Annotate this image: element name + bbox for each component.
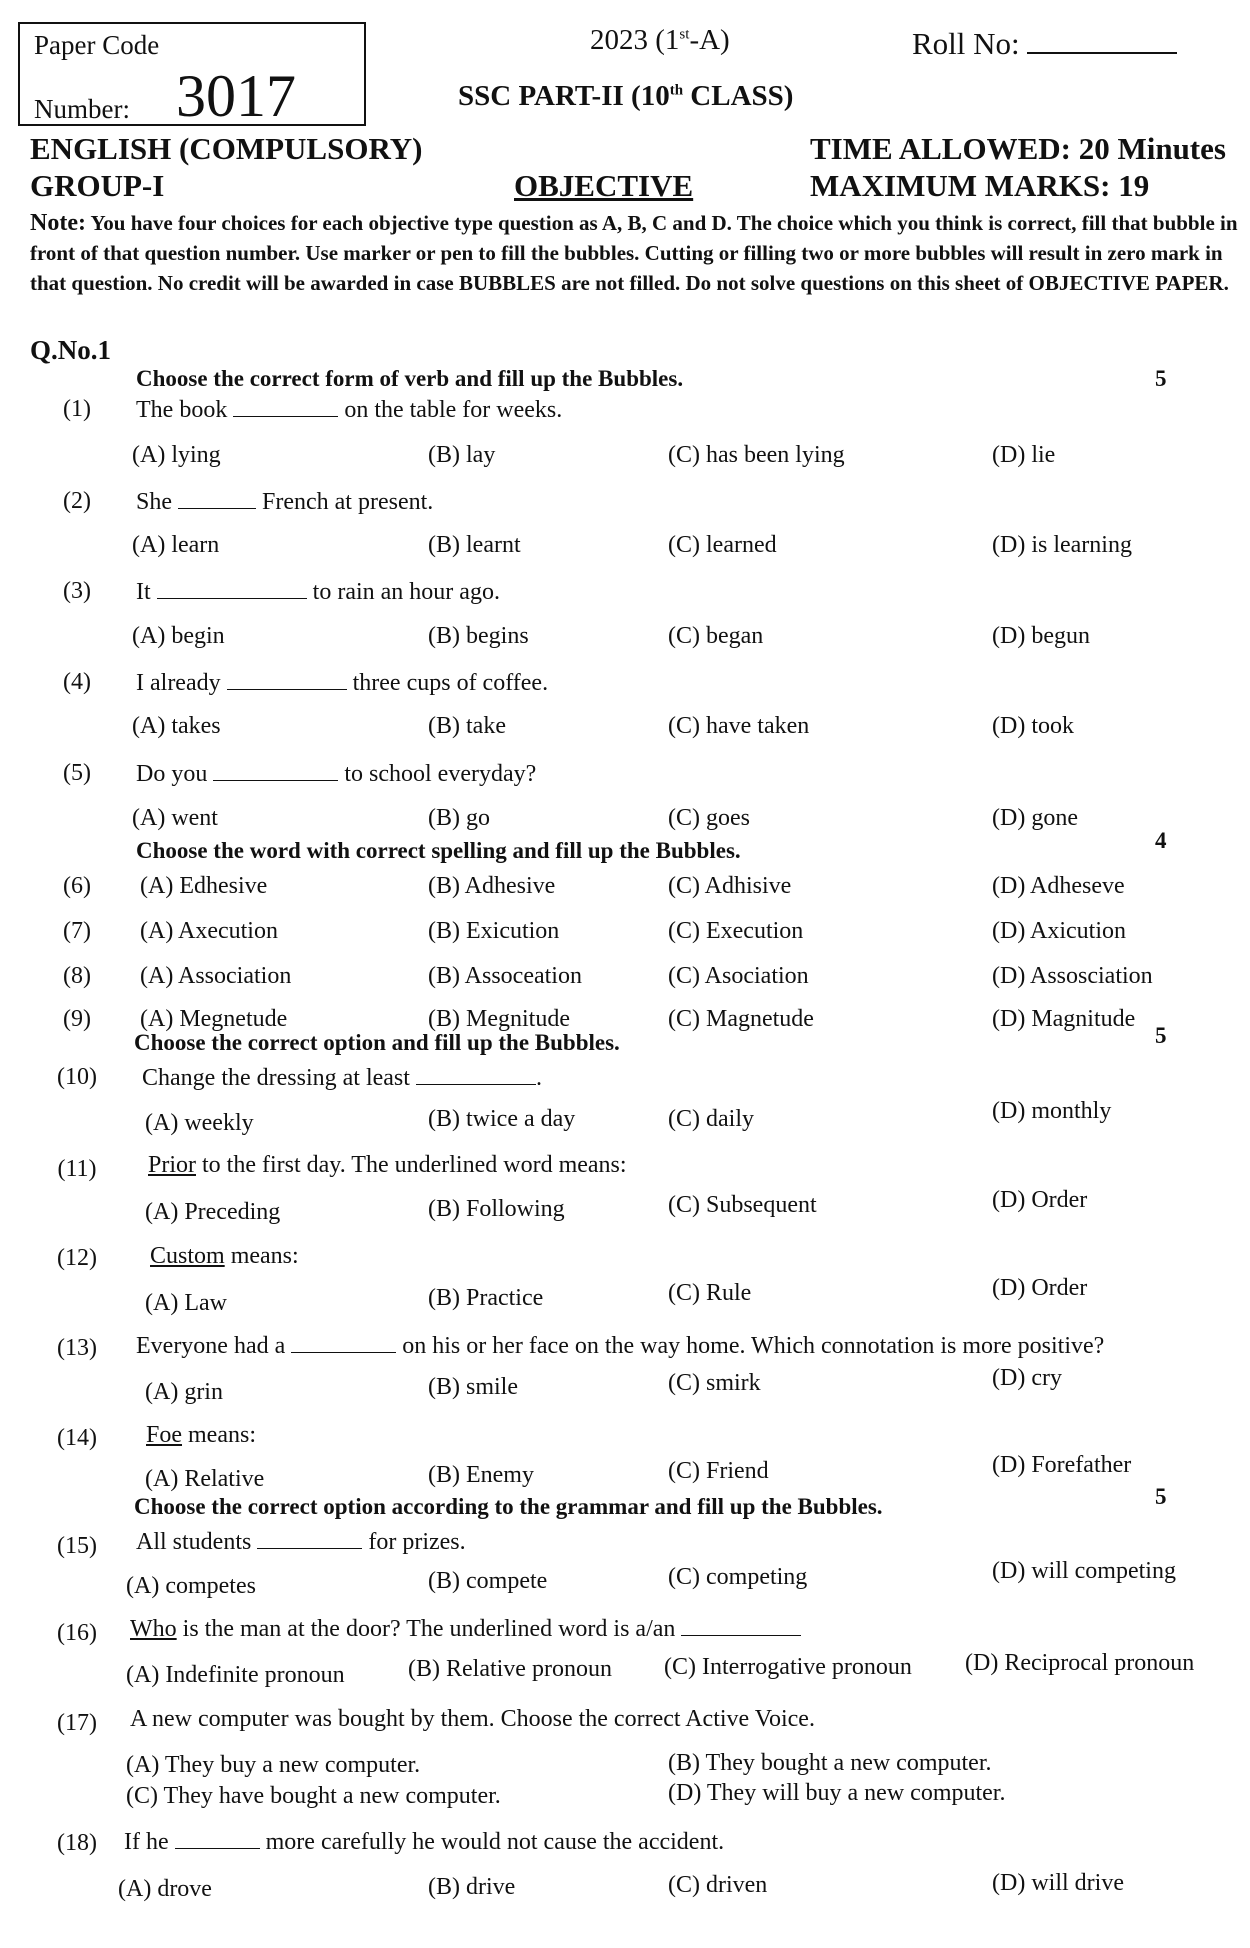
paper-code-box: [18, 22, 366, 129]
option-c[interactable]: (C) Asociation: [668, 963, 809, 989]
option-a[interactable]: (A) lying: [132, 442, 221, 468]
option-b[interactable]: (B) smile: [428, 1374, 518, 1400]
question-number: (4): [63, 669, 91, 695]
option-d[interactable]: (D) Order: [992, 1187, 1088, 1213]
question-number-heading: Q.No.1: [30, 335, 111, 365]
section-marks: 5: [1155, 1023, 1167, 1048]
question-number: (15): [57, 1533, 97, 1559]
option-d[interactable]: (D) gone: [992, 805, 1078, 831]
number-label: Number:: [34, 94, 130, 124]
question-text: The book on the table for weeks.: [136, 397, 563, 423]
section-marks: 5: [1155, 366, 1167, 391]
option-d[interactable]: (D) took: [992, 713, 1074, 739]
question-number: (5): [63, 760, 91, 786]
option-c[interactable]: (C) driven: [668, 1872, 768, 1898]
subject-title: ENGLISH (COMPULSORY): [30, 131, 423, 166]
option-a[interactable]: (A) takes: [132, 713, 221, 739]
option-b[interactable]: (B) twice a day: [428, 1106, 576, 1132]
option-a[interactable]: (A) drove: [118, 1876, 212, 1902]
exam-year: 2023 (1st-A): [590, 24, 730, 56]
question-number: (7): [63, 918, 91, 944]
option-b[interactable]: (B) They bought a new computer.: [668, 1750, 992, 1776]
option-c[interactable]: (C) Interrogative pronoun: [664, 1654, 912, 1680]
option-a[interactable]: (A) Indefinite pronoun: [126, 1662, 345, 1688]
class-title: SSC PART-II (10th CLASS): [458, 80, 794, 112]
option-b[interactable]: (B) Following: [428, 1196, 565, 1222]
option-c[interactable]: (C) daily: [668, 1106, 754, 1132]
time-allowed: TIME ALLOWED: 20 Minutes: [810, 131, 1226, 166]
paper-number: 3017: [176, 63, 296, 129]
question-text: All students for prizes.: [136, 1529, 466, 1555]
option-c[interactable]: (C) Magnetude: [668, 1006, 814, 1032]
question-text: Change the dressing at least .: [142, 1065, 542, 1091]
section-heading: Choose the correct option according to the grammar and fill up the Bubbles.: [134, 1494, 883, 1519]
option-c[interactable]: (C) They have bought a new computer.: [126, 1783, 501, 1809]
question-text: A new computer was bought by them. Choose the correct Active Voice.: [130, 1706, 815, 1732]
max-marks: MAXIMUM MARKS: 19: [810, 168, 1150, 203]
question-text: Prior to the first day. The underlined word means:: [148, 1152, 627, 1178]
paper-type: OBJECTIVE: [514, 168, 694, 203]
option-b[interactable]: (B) Practice: [428, 1285, 544, 1311]
option-a[interactable]: (A) begin: [132, 623, 225, 649]
question-text: She French at present.: [136, 489, 434, 515]
option-a[interactable]: (A) Association: [140, 963, 292, 989]
option-a[interactable]: (A) Law: [145, 1290, 227, 1316]
option-c[interactable]: (C) has been lying: [668, 442, 845, 468]
question-number: (9): [63, 1006, 91, 1032]
option-a[interactable]: (A) competes: [126, 1573, 256, 1599]
option-d[interactable]: (D) cry: [992, 1365, 1062, 1391]
question-text: Custom means:: [150, 1243, 299, 1269]
option-a[interactable]: (A) weekly: [145, 1110, 254, 1136]
option-d[interactable]: (D) Assosciation: [992, 963, 1153, 989]
question-text: I already three cups of coffee.: [136, 670, 549, 696]
question-text: Foe means:: [146, 1422, 256, 1448]
roll-no: Roll No:: [912, 24, 1177, 62]
note-text: You have four choices for each objective type question as A, B, C and D. The choice which you think is correct, fill that bubble in front of that question number. Use marker or pen to fill the bubbles. Cutting or filling two or more bubbles will result in zero mark in that question. No credit will be awarded in case BUBBLES are not filled. Do not solve questions on this sheet of OBJECTIVE PAPER.: [30, 211, 1238, 295]
option-b[interactable]: (B) lay: [428, 442, 496, 468]
option-c[interactable]: (C) goes: [668, 805, 750, 831]
option-b[interactable]: (B) Assoceation: [428, 963, 582, 989]
question-number: (2): [63, 488, 91, 514]
option-b[interactable]: (B) Megnitude: [428, 1006, 570, 1032]
section-marks: 5: [1155, 1484, 1167, 1509]
question-text: If he more carefully he would not cause the accident.: [124, 1829, 725, 1855]
option-b[interactable]: (B) go: [428, 805, 490, 831]
question-text: Everyone had a on his or her face on the way home. Which connotation is more positive?: [136, 1333, 1105, 1359]
option-d[interactable]: (D) will drive: [992, 1870, 1124, 1896]
option-b[interactable]: (B) learnt: [428, 532, 521, 558]
option-b[interactable]: (B) take: [428, 713, 506, 739]
question-number: (8): [63, 963, 91, 989]
option-b[interactable]: (B) begins: [428, 623, 529, 649]
question-number: (12): [57, 1245, 97, 1271]
question-number: (3): [63, 578, 91, 604]
option-d[interactable]: (D) will competing: [992, 1558, 1176, 1584]
note-label: Note:: [30, 210, 86, 236]
option-d[interactable]: (D) begun: [992, 623, 1090, 649]
roll-no-field[interactable]: [1027, 24, 1177, 54]
section-heading: Choose the correct option and fill up the Bubbles.: [134, 1030, 620, 1055]
section-marks: 4: [1155, 828, 1167, 853]
option-a[interactable]: (A) Relative: [145, 1466, 265, 1492]
instructions-note: [30, 208, 1240, 298]
option-d[interactable]: (D) lie: [992, 442, 1056, 468]
question-number: (6): [63, 873, 91, 899]
question-number: (17): [57, 1710, 97, 1736]
option-a[interactable]: (A) They buy a new computer.: [126, 1752, 421, 1778]
question-number: (16): [57, 1620, 97, 1646]
option-d[interactable]: (D) is learning: [992, 532, 1132, 558]
option-d[interactable]: (D) Forefather: [992, 1452, 1132, 1478]
option-c[interactable]: (C) Adhisive: [668, 873, 792, 899]
section-heading: Choose the word with correct spelling and fill up the Bubbles.: [136, 838, 741, 863]
option-d[interactable]: (D) Axicution: [992, 918, 1126, 944]
option-a[interactable]: (A) Axecution: [140, 918, 278, 944]
question-text: Do you to school everyday?: [136, 761, 537, 787]
question-number: (18): [57, 1830, 97, 1856]
option-a[interactable]: (A) Megnetude: [140, 1006, 288, 1032]
question-number: (10): [57, 1064, 97, 1090]
option-c[interactable]: (C) have taken: [668, 713, 810, 739]
option-c[interactable]: (C) Rule: [668, 1280, 752, 1306]
option-c[interactable]: (C) Subsequent: [668, 1192, 817, 1218]
option-d[interactable]: (D) monthly: [992, 1098, 1112, 1124]
option-b[interactable]: (B) Exicution: [428, 918, 560, 944]
option-d[interactable]: (D) Reciprocal pronoun: [965, 1650, 1195, 1676]
option-d[interactable]: (D) They will buy a new computer.: [668, 1780, 1006, 1806]
option-b[interactable]: (B) Enemy: [428, 1462, 534, 1488]
option-c[interactable]: (C) began: [668, 623, 764, 649]
section-heading: Choose the correct form of verb and fill up the Bubbles.: [136, 366, 684, 391]
option-d[interactable]: (D) Order: [992, 1275, 1088, 1301]
option-c[interactable]: (C) Friend: [668, 1458, 769, 1484]
option-c[interactable]: (C) competing: [668, 1564, 808, 1590]
group-label: GROUP-I: [30, 168, 165, 203]
option-a[interactable]: (A) Preceding: [145, 1199, 281, 1225]
paper-code-label: Paper Code: [34, 30, 160, 60]
option-a[interactable]: (A) Edhesive: [140, 873, 268, 899]
option-b[interactable]: (B) Adhesive: [428, 873, 556, 899]
option-a[interactable]: (A) grin: [145, 1379, 223, 1405]
option-a[interactable]: (A) went: [132, 805, 218, 831]
option-a[interactable]: (A) learn: [132, 532, 220, 558]
question-number: (1): [63, 396, 91, 422]
question-number: (14): [57, 1425, 97, 1451]
option-d[interactable]: (D) Magnitude: [992, 1006, 1136, 1032]
option-c[interactable]: (C) Execution: [668, 918, 804, 944]
question-number: (13): [57, 1335, 97, 1361]
option-b[interactable]: (B) drive: [428, 1874, 516, 1900]
option-b[interactable]: (B) Relative pronoun: [408, 1656, 612, 1682]
question-text: Who is the man at the door? The underlined word is a/an: [130, 1615, 801, 1643]
option-c[interactable]: (C) learned: [668, 532, 777, 558]
question-number: (11): [57, 1156, 97, 1182]
option-b[interactable]: (B) compete: [428, 1568, 548, 1594]
question-text: It to rain an hour ago.: [136, 579, 500, 605]
option-d[interactable]: (D) Adheseve: [992, 873, 1125, 899]
option-c[interactable]: (C) smirk: [668, 1370, 761, 1396]
